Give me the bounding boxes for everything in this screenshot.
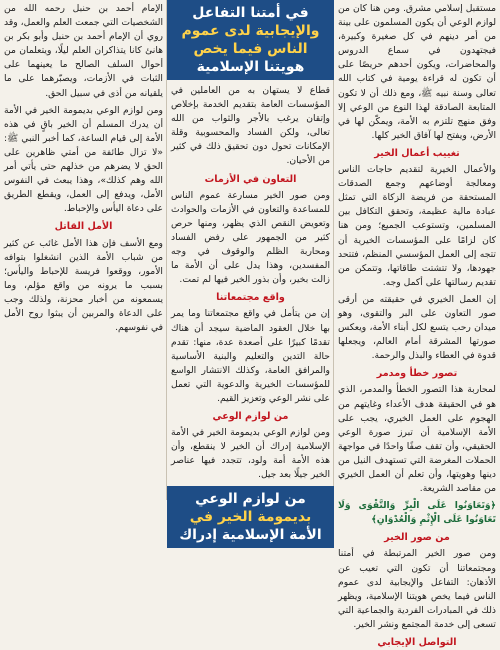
pull-quote-line: الأمة الإسلامية إدراك [179,526,322,543]
pull-quote-title-top [167,0,334,80]
paragraph: والأعمال الخيرية لتقديم حاجات الناس ومعالجة أوضاعهم وجمع الصدقات المستحقة من فريضة الزكاة التي تمثل عبادة مالية عظيمة، وتحقق التكافل بين المسلمين، وتستوعب الجميع؛ ومن هنا كان لزامًا على المؤسسات الخيرية أن تتجه إلى العمل المؤسسي المنظم، فتتحد جهودها، ولا تتشتت طاقاتها، وتتمكن من تقديم رسالتها على أكمل وجه. [338,164,496,288]
section-heading: التواصل الإيجابي [377,637,457,649]
paragraph: لمحاربة هذا التصور الخطأ والمدمر، الذي هو في الحقيقة هدف الأعداء وغايتهم من الهجوم على العمل الخيري، يجب على الأمة الإسلامية أن تبرز صورة الوعي الحقيقي، وأن تقف صفًا واحدًا في مواجهة الحملات المغرضة التي تستهدف النيل من دينها وهويتها، وأن تعلم أن العمل الخيري من مقاصد الشريعة. [338,384,496,495]
pull-quote-line: من لوازم الوعي [195,490,306,507]
left-column [0,0,167,500]
paragraph: ومن لوازم الوعي بديمومة الخير في الأمة أن يدرك المسلم أن الخير باقٍ في هذه الأمة إلى قيام الساعة، كما أخبر النبي ﷺ: «لا تزال طائفة من أمتي ظاهرين على الحق لا يضرهم من خذلهم حتى يأتي أمر الله وهم كذلك»، وهذا يبعث في النفوس الأمل، ويدفع إلى العمل، ويقطع الطريق على دعاة اليأس والإحباط. [4,104,163,215]
section-heading: من صور الخير [384,532,450,544]
section-heading: من لوازم الوعي [212,411,289,423]
paragraph: إن العمل الخيري في حقيقته من أرقى صور التعاون على البر والتقوى، وهو ميدان رحب يتسع لكل أبناء الأمة، ويعكس صورتها المشرقة أمام العالم، ويجعلها قدوة في العطاء والبذل والرحمة. [338,293,496,362]
paragraph: ومن لوازم الوعي بديمومة الخير في الأمة الإسلامية إدراك أن الخير لا ينقطع، وأن هذه الأمة أمة ولود، تتجدد فيها عناصر الخير جيلًا بعد جيل. [171,427,330,481]
pull-quote-line: الناس فيما يخص [193,41,308,57]
section-heading: تغييب أعمال الخير [374,147,460,159]
section-heading: التعاون في الأزمات [204,173,297,185]
pull-quote-title-bottom [167,486,334,548]
paragraph: الإمام أحمد بن حنبل رحمه الله من الشخصيات التي جمعت العلم والعمل، وقد روي أن الإمام أحمد بن حنبل وأبو بكر بن هانئ كانا يتذاكران العلم ليلًا، ويتعلمان من أحوال السلف الصالح ما يعينهما على الثبات في الأزمات، ويصبّرهما على ما يلقيانه من أذى في سبيل الحق. [4,3,163,99]
paragraph: ومن صور الخير مسارعة عموم الناس للمساعدة والتعاون في الأزمات والحوادث وتعويض النقص الذي يظهر، ومنها حرص كثير من الجمهور على رفض الفساد ومحاربة الظلم والوقوف في وجه المفسدين، وهذا يدل على أن الأمة ما زالت بخير، وأن بذور الخير فيها لم تمت. [171,189,330,286]
paragraph: ومع الأسف فإن هذا الأمل غائب عن كثير من شباب الأمة الذين انشغلوا بتوافه الأمور، ووقعوا فريسة للإحباط واليأس؛ بسبب ما يرونه من واقع مؤلم، وما يسمعونه من أخبار محزنة، ولذلك وجب على الدعاة والمربين أن يبثوا روح الأمل في نفوسهم. [4,237,163,334]
pull-quote-line: والإيجابية لدى عموم [181,23,320,39]
section-heading: واقع مجتمعاتنا [216,292,285,304]
paragraph: مستقبل إسلامي مشرق. ومن هنا كان من لوازم الوعي أن يكون المسلمون على بينة من أمر دينهم في كل صغيرة وكبيرة، فيجتهدون في سماع الدروس والمحاضرات، ويكون أحدهم حريصًا على أن تكون له قراءة يومية في كتاب الله تعالى وسنة نبيه ﷺ، ومع ذلك أن لا تكون المتابعة الصادقة لهذا النوع من الوعي إلا وفق منهج تلتزم به الأمة، ويمكّن لها في الأرض، ويفتح لها آفاق الخير كلها. [338,3,496,141]
section-heading: الأمل القاتل [54,221,113,233]
middle-column [167,0,334,543]
quran-quote: ﴿وَتَعَاوَنُوا عَلَى الْبِرِّ وَالتَّقْوَى وَلَا تَعَاوَنُوا عَلَى الْإِثْمِ وَالْعُدْوَانِ﴾ [338,500,496,526]
right-column [334,0,500,649]
section-heading: تصور خطأ ومدمر [376,368,458,380]
paragraph: ومن صور الخير المرتبطة في أمتنا ومجتمعاتنا أن تكون التي تعيب عن الأذهان: التفاعل والإيجابية لدى عموم الناس فيما يخص هويتنا الإسلامية، ويظهر ذلك في المبادرات الفردية والجماعية التي تسعى إلى خدمة المجتمع ونشر الخير. [338,548,496,630]
pull-quote-line: هويتنا الإسلامية [196,59,305,75]
pull-quote-line: في أمتنا التفاعل [192,5,309,21]
pull-quote-line: بديمومة الخير في [189,508,312,525]
paragraph: إن من يتأمل في واقع مجتمعاتنا وما يمر بها خلال العقود الماضية سيجد أن هناك تقدمًا كبيرًا على أصعدة عدة، منها: تقدم حالة التدين والتعليم والبنية الأساسية والمرافق العامة، وكذلك الانتشار الواسع للمؤسسات الخيرية والدعوية التي تعمل على نشر الوعي وتعزيز القيم. [171,308,330,404]
paragraph: قطاع لا يستهان به من العاملين في المؤسسات العامة بتقديم الخدمة بإخلاص وإتقان يرغب بالأجر والثواب من الله تعالى، ولكن الفساد والمحسوبية وقلة الإمكانات تحول دون تحقيق ذلك في كثير من الأحيان. [171,85,330,167]
